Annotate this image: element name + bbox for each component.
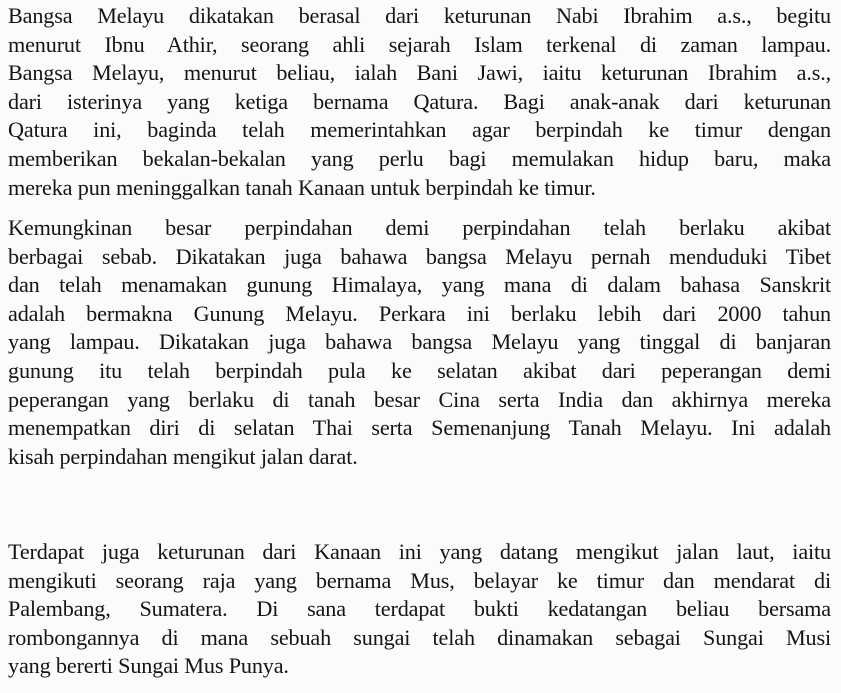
text-line: rombongannya di mana sebuah sungai telah dinamakan sebagai Sungai Musi (8, 624, 831, 650)
text-line: mereka pun meninggalkan tanah Kanaan untuk berpindah ke timur. (8, 174, 596, 200)
paragraph-3 (8, 538, 831, 681)
text-line: Terdapat juga keturunan dari Kanaan ini yang datang mengikut jalan laut, iaitu (8, 539, 831, 564)
text-line: dari isterinya yang ketiga bernama Qatura. Bagi anak-anak dari keturunan (8, 88, 831, 114)
text-line: berbagai sebab. Dikatakan juga bahawa bangsa Melayu pernah menduduki Tibet (8, 243, 831, 269)
text-line: kisah perpindahan mengikut jalan darat. (8, 443, 358, 469)
paragraph-1 (8, 2, 831, 202)
text-line: Kemungkinan besar perpindahan demi perpindahan telah berlaku akibat (8, 215, 831, 240)
text-line: yang bererti Sungai Mus Punya. (8, 653, 289, 679)
text-line: Bangsa Melayu, menurut beliau, ialah Bani Jawi, iaitu keturunan Ibrahim a.s., (8, 60, 831, 86)
text-line: gunung itu telah berpindah pula ke selatan akibat dari peperangan demi (8, 357, 831, 383)
paragraph-2 (8, 214, 831, 471)
text-line: memberikan bekalan-bekalan yang perlu bagi memulakan hidup baru, maka (8, 145, 831, 171)
text-line: dan telah menamakan gunung Himalaya, yang mana di dalam bahasa Sanskrit (8, 272, 831, 298)
text-line: Bangsa Melayu dikatakan berasal dari keturunan Nabi Ibrahim a.s., begitu (8, 3, 831, 28)
text-line: yang lampau. Dikatakan juga bahawa bangsa Melayu yang tinggal di banjaran (8, 329, 831, 355)
text-line: Palembang, Sumatera. Di sana terdapat bukti kedatangan beliau bersama (8, 596, 831, 622)
text-line: menempatkan diri di selatan Thai serta Semenanjung Tanah Melayu. Ini adalah (8, 415, 831, 441)
text-line: adalah bermakna Gunung Melayu. Perkara ini berlaku lebih dari 2000 tahun (8, 300, 831, 326)
text-line: Qatura ini, baginda telah memerintahkan agar berpindah ke timur dengan (8, 117, 831, 143)
text-line: mengikuti seorang raja yang bernama Mus, belayar ke timur dan mendarat di (8, 567, 831, 593)
text-line: peperangan yang berlaku di tanah besar Cina serta India dan akhirnya mereka (8, 386, 831, 412)
text-line: menurut Ibnu Athir, seorang ahli sejarah Islam terkenal di zaman lampau. (8, 31, 831, 57)
